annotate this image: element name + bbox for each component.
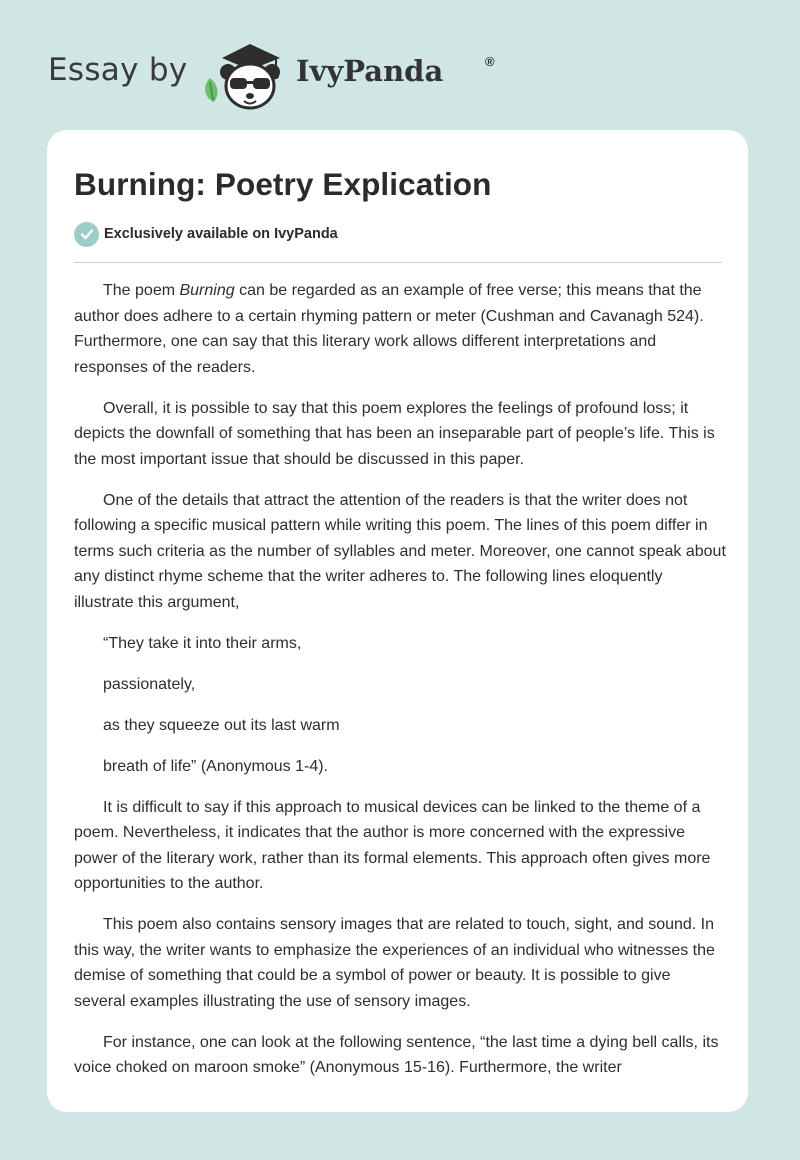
verse-line-2: passionately, — [103, 675, 196, 693]
site-header — [48, 34, 508, 114]
paragraph-2: Overall, it is possible to say that this poem explores the feelings of profound loss; it depicts the downfall of something that has been an inseparable part of people’s life. This is the most important issue that should be discussed in this paper. — [74, 399, 715, 468]
exclusive-badge-label: Exclusively available on IvyPanda — [104, 226, 338, 242]
paragraph-5: This poem also contains sensory images that are related to touch, sight, and sound. In this way, the writer wants to emphasize the experiences of an individual who witnesses the demise of something that could be a symbol of power or beauty. It is possible to give several examples illustrating the use of sensory images. — [74, 916, 715, 1010]
essay-by-label: Essay by — [48, 52, 188, 88]
exclusive-badge — [74, 221, 338, 247]
registered-mark: ® — [485, 54, 495, 69]
verse-line-1: “They take it into their arms, — [103, 634, 302, 652]
paragraph-3: One of the details that attract the attention of the readers is that the writer does not following a specific musical pattern while writing this poem. The lines of this poem differ in terms such criteria as the number of syllables and meter. Moreover, one cannot speak about any distinct rhyme scheme that the writer adheres to. The following lines eloquently illustrate this argument, — [74, 491, 726, 611]
divider — [74, 262, 722, 263]
check-circle-icon — [74, 222, 99, 247]
verse-line-3: as they squeeze out its last warm — [103, 716, 340, 734]
verse-line-4: breath of life” (Anonymous 1-4). — [103, 757, 328, 775]
brand-name[interactable]: IvyPanda — [296, 54, 444, 88]
essay-card — [47, 130, 748, 1112]
page-title: Burning: Poetry Explication — [74, 166, 492, 202]
paragraph-6: For instance, one can look at the following sentence, “the last time a dying bell calls, its voice choked on maroon smoke” (Anonymous 15-16). Furthermore, the writer — [74, 1033, 719, 1076]
panda-graduate-logo-icon[interactable] — [200, 36, 292, 112]
essay-body — [74, 278, 726, 1096]
paragraph-1: The poem Burning can be regarded as an example of free verse; this means that the author does adhere to a certain rhyming pattern or meter (Cushman and Cavanagh 524). Furthermore, one can say that this literary work allows different interpretations and responses of the readers. — [74, 282, 704, 376]
paragraph-4: It is difficult to say if this approach to musical devices can be linked to the theme of a poem. Nevertheless, it indicates that the author is more concerned with the expressive power of the literary work, rather than its formal elements. This approach often gives more opportunities to the author. — [74, 798, 711, 892]
poem-title-emphasis: Burning — [179, 282, 235, 299]
